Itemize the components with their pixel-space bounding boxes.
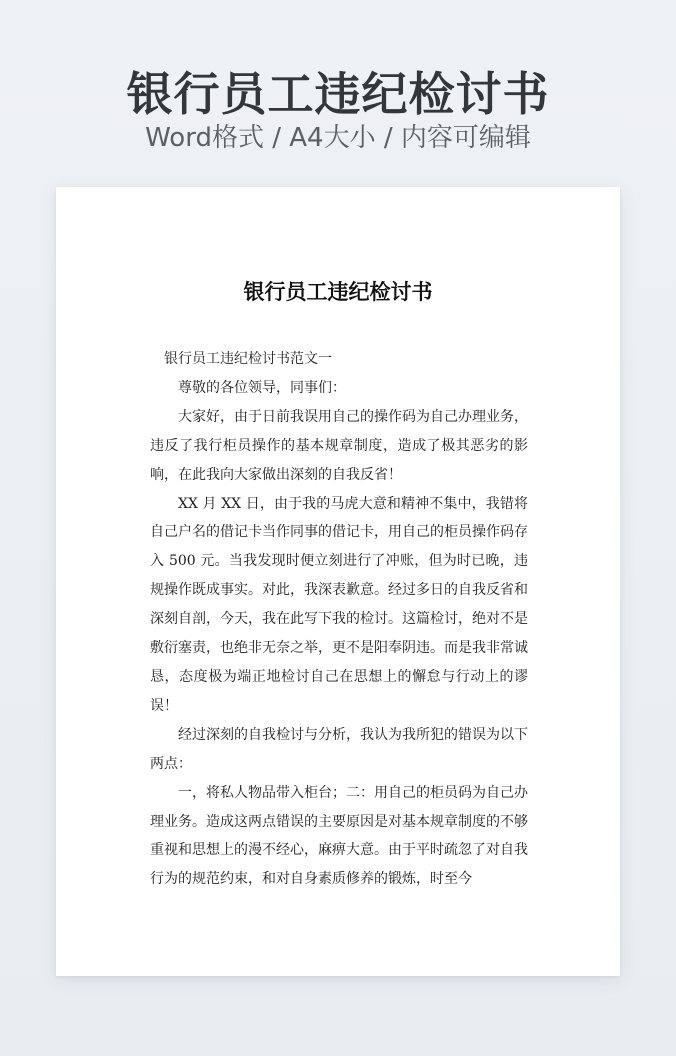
- document-page: [56, 187, 620, 976]
- banner-subtitle: Word格式 / A4大小 / 内容可编辑: [145, 123, 531, 153]
- document-paragraph: XX 月 XX 日，由于我的马虎大意和精神不集中，我错将自己户名的借记卡当作同事的借记卡，用自己的柜员操作码存入 500 元。当我发现时便立刻进行了冲账，但为时已晚，违规操作既成事实。对此，我深表歉意。经过多日的自我反省和深刻自剖，今天，我在此写下我的检讨。这篇检讨，绝对不是敷衍塞责，也绝非无奈之举，更不是阳奉阴违。而是我非常诚恳，态度极为端正地检讨自己在思想上的懈怠与行动上的谬误！: [150, 495, 528, 714]
- document-paragraph-sample-heading: 银行员工违纪检讨书范文一: [164, 351, 332, 367]
- document-body: [150, 345, 528, 894]
- document-paragraph: 大家好，由于日前我误用自己的操作码为自己办理业务，违反了我行柜员操作的基本规章制度，造成了极其恶劣的影响，在此我向大家做出深刻的自我反省！: [150, 408, 528, 483]
- banner-title: 银行员工违纪检讨书: [126, 67, 550, 121]
- document-paragraph: 一，将私人物品带入柜台；二：用自己的柜员码为自己办理业务。造成这两点错误的主要原因是对基本规章制度的不够重视和思想上的漫不经心，麻痹大意。由于平时疏忽了对自我行为的规范约束，和对自身素质修养的锻炼，时至今: [150, 784, 528, 888]
- document-paragraph: 经过深刻的自我检讨与分析，我认为我所犯的错误为以下两点：: [150, 726, 528, 772]
- document-paragraph-salutation: 尊敬的各位领导，同事们：: [178, 379, 346, 396]
- document-title: 银行员工违纪检讨书: [243, 280, 433, 304]
